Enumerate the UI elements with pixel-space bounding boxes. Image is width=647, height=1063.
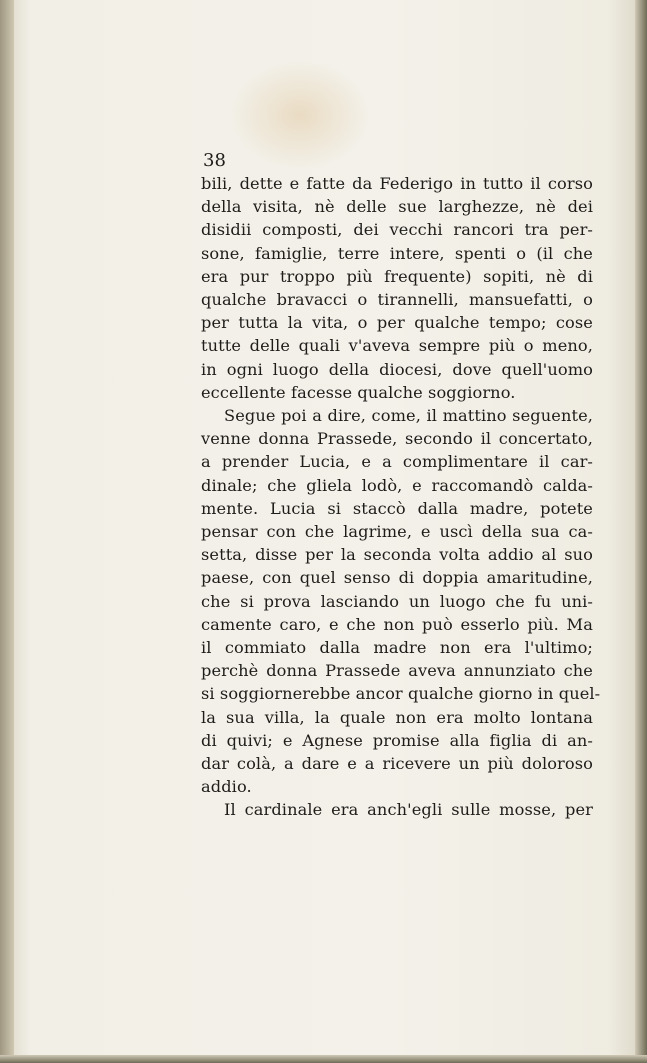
- text-line: per tutta la vita, o per qualche tempo; cose: [201, 313, 593, 333]
- text-line: Segue poi a dire, come, il mattino seguente,: [224, 406, 593, 426]
- text-line: in ogni luogo della diocesi, dove quell'uomo: [201, 359, 593, 379]
- text-line: dar colà, a dare e a ricevere un più doloroso: [201, 754, 593, 774]
- book-spine-shadow: [0, 0, 14, 1063]
- page-number: 38: [203, 150, 227, 171]
- text-line: dinale; che gliela lodò, e raccomandò calda-: [201, 475, 593, 495]
- text-line: a prender Lucia, e a complimentare il car-: [201, 452, 593, 472]
- text-line: camente caro, e che non può esserlo più. Ma: [201, 614, 593, 634]
- text-line: il commiato dalla madre non era l'ultimo;: [201, 638, 593, 658]
- text-line: Il cardinale era anch'egli sulle mosse, per: [224, 800, 593, 820]
- text-line: che si prova lasciando un luogo che fu uni-: [201, 591, 593, 611]
- text-line: qualche bravacci o tirannelli, mansuefatti, o: [201, 290, 593, 310]
- text-line: perchè donna Prassede aveva annunziato che: [201, 661, 593, 681]
- text-line: setta, disse per la seconda volta addio al suo: [201, 545, 593, 565]
- text-line: disidii composti, dei vecchi rancori tra per-: [201, 220, 593, 240]
- page-text-block: [201, 150, 601, 822]
- text-line: venne donna Prassede, secondo il concertato,: [201, 429, 593, 449]
- text-line: di quivi; e Agnese promise alla figlia di an-: [201, 730, 593, 750]
- text-line: la sua villa, la quale non era molto lontana: [201, 707, 593, 727]
- page-edge-right: [635, 0, 647, 1063]
- page-edge-bottom: [0, 1055, 647, 1063]
- text-line: sone, famiglie, terre intere, spenti o (il che: [201, 243, 593, 263]
- text-line: eccellente facesse qualche soggiorno.: [201, 382, 516, 402]
- text-line: era pur troppo più frequente) sopiti, nè di: [201, 266, 593, 286]
- text-line: bili, dette e fatte da Federigo in tutto il corso: [201, 174, 593, 193]
- text-line: della visita, nè delle sue larghezze, nè dei: [201, 197, 593, 217]
- text-line: tutte delle quali v'aveva sempre più o meno,: [201, 336, 593, 356]
- text-line: mente. Lucia si staccò dalla madre, potete: [201, 498, 593, 518]
- text-line: addio.: [201, 777, 252, 797]
- text-line: si soggiornerebbe ancor qualche giorno in quel-: [201, 684, 601, 704]
- text-line: pensar con che lagrime, e uscì della sua ca-: [201, 522, 593, 542]
- text-line: paese, con quel senso di doppia amaritudine,: [201, 568, 593, 588]
